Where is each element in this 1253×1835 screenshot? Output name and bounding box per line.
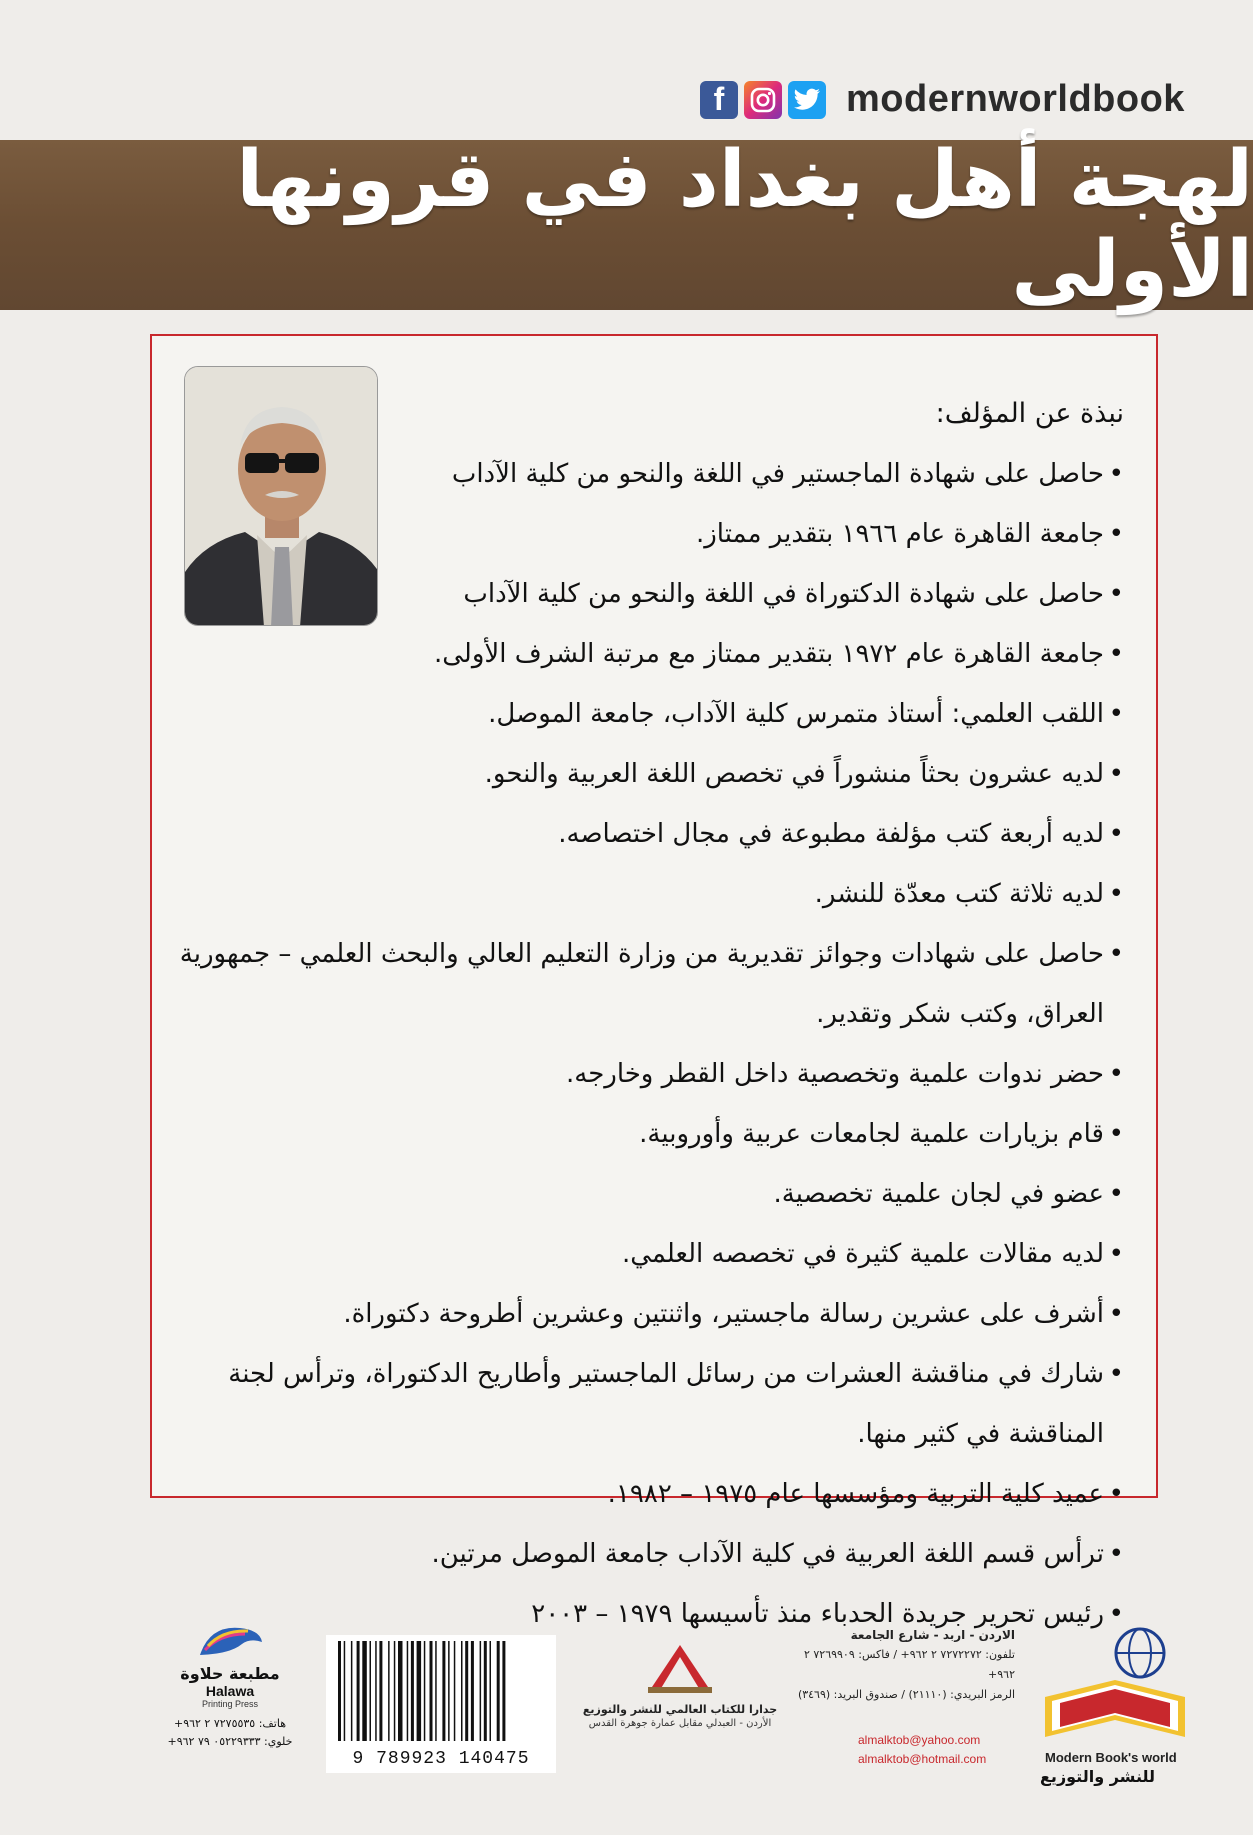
printer-name-ar: مطبعة حلاوة [180,1664,280,1683]
bio-item: • لديه ثلاثة كتب معدّة للنشر. [164,864,1124,924]
bio-item: • لديه عشرون بحثاً منشوراً في تخصص اللغة العربية والنحو. [164,744,1124,804]
bio-item: • حاصل على شهادة الماجستير في اللغة والنحو من كلية الآداب [434,444,1124,504]
bio-item: • جامعة القاهرة عام ١٩٦٦ بتقدير ممتاز. [434,504,1124,564]
bio-item: • جامعة القاهرة عام ١٩٧٢ بتقدير ممتاز مع مرتبة الشرف الأولى. [434,624,1124,684]
social-handle[interactable]: modernworldbook [846,78,1185,120]
bio-item: • لديه مقالات علمية كثيرة في تخصصه العلمي. [164,1224,1124,1284]
bio-item: • عميد كلية التربية ومؤسسها عام ١٩٧٥ – ١٩٨٢. [164,1464,1124,1524]
bio-item: • قام بزيارات علمية لجامعات عربية وأوروبية. [164,1104,1124,1164]
bio-item: • حاصل على شهادة الدكتوراة في اللغة والنحو من كلية الآداب [434,564,1124,624]
jadara-logo [565,1635,795,1729]
printer-sub: Printing Press [201,1699,259,1709]
bio-heading: نبذة عن المؤلف: [935,398,1124,429]
email-link[interactable]: almalktob@yahoo.com [858,1733,981,1747]
author-bio [164,384,1124,1644]
publisher-phone: تلفون: ٧٢٧٢٢٧٢ ٢ ٩٦٢+ / فاكس: ٧٢٦٩٩٠٩ ٢ ٩٦٢+ [803,1648,1015,1681]
isbn-number: 9 789923 140475 [352,1749,530,1769]
instagram-icon[interactable] [744,81,782,119]
bio-item: • اللقب العلمي: أستاذ متمرس كلية الآداب، جامعة الموصل. [164,684,1124,744]
printer-info [140,1620,320,1751]
bio-item: • لديه أربعة كتب مؤلفة مطبوعة في مجال اختصاصه. [164,804,1124,864]
printer-phone: هاتف: ٧٢٧٥٥٣٥ ٢ ٩٦٢+ [173,1717,287,1730]
jadara-name: جدارا للكتاب العالمي للنشر والتوزيع [582,1703,778,1716]
publisher-name-en: Modern Book's world [1045,1750,1177,1765]
bio-item: • شارك في مناقشة العشرات من رسائل الماجستير وأطاريح الدكتوراة، وترأس لجنة المناقشة في كثير منها. [164,1344,1124,1464]
facebook-icon[interactable]: f [700,81,738,119]
book-title: لهجة أهل بغداد في قرونها الأولى [236,135,1253,315]
publisher-name-ar: للنشر والتوزيع [1040,1767,1156,1786]
bio-item: • حضر ندوات علمية وتخصصية داخل القطر وخارجه. [164,1044,1124,1104]
publisher-contact [790,1625,1015,1705]
bio-item: • ترأس قسم اللغة العربية في كلية الآداب جامعة الموصل مرتين. [164,1524,1124,1584]
twitter-icon[interactable] [788,81,826,119]
halawa-horse-icon [190,1620,270,1660]
publisher-emails [858,1731,986,1769]
barcode-bars [336,1641,546,1741]
isbn-barcode [326,1635,556,1773]
jadara-address: الأردن - العبدلي مقابل عمارة جوهرة القدس [588,1718,772,1729]
author-bio-frame [150,334,1158,1629]
bio-list [164,444,1124,1644]
bio-item: • أشرف على عشرين رسالة ماجستير، واثنتين وعشرين أطروحة دكتوراة. [164,1284,1124,1344]
bio-item: • رئيس تحرير جريدة الحدباء منذ تأسيسها ١٩٧٩ – ٢٠٠٣ [164,1584,1124,1644]
footer [0,1595,1253,1835]
bio-item: • عضو في لجان علمية تخصصية. [164,1164,1124,1224]
printer-phones [140,1715,320,1751]
printer-mobile: خلوي: ٠٥٢٢٩٣٣٣ ٧٩ ٩٦٢+ [167,1735,293,1748]
jadara-mark-icon [640,1635,720,1695]
email-link[interactable]: almalktob@hotmail.com [858,1752,987,1766]
social-bar [700,78,1185,121]
title-band [0,135,1253,315]
publisher-postal: الرمز البريدي: (٢١١١٠) / صندوق البريد: (٣٤٦٩) [797,1688,1015,1701]
bio-item: • حاصل على شهادات وجوائز تقديرية من وزارة التعليم العالي والبحث العلمي – جمهورية العراق، وكتب شكر وتقدير. [164,924,1124,1044]
publisher-address: الاردن - اربد - شارع الجامعة [850,1628,1015,1642]
printer-name-en: Halawa [205,1683,255,1699]
